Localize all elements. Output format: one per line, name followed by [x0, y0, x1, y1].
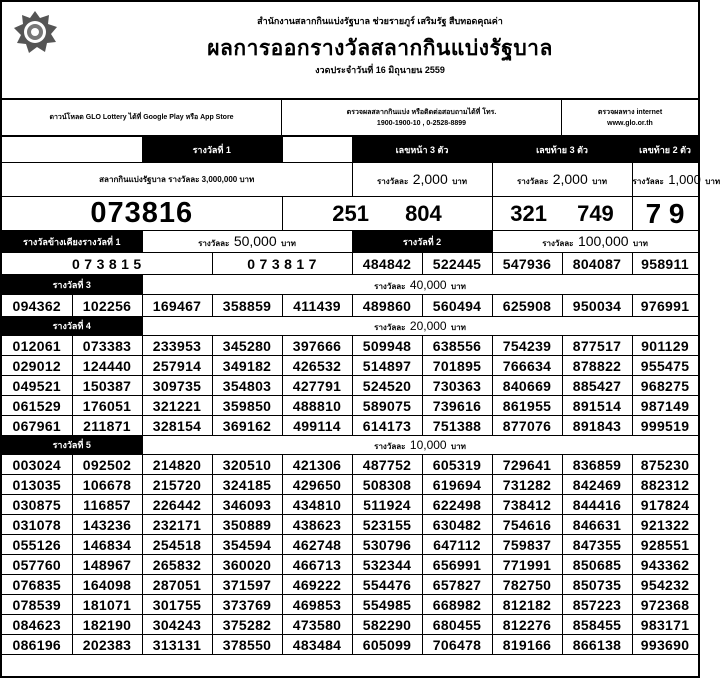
- fifth-prize-number: 146834: [72, 535, 142, 555]
- fourth-prize-number: 349182: [212, 356, 282, 376]
- fifth-prize-number: 202383: [72, 635, 142, 655]
- fifth-prize-number: 836859: [562, 455, 632, 475]
- near-first-number: 0 7 3 8 1 5: [2, 253, 212, 275]
- near-first-amount: [142, 231, 352, 253]
- fourth-prize-number: 614173: [352, 416, 422, 436]
- fifth-prize-number: 511924: [352, 495, 422, 515]
- fourth-prize-number: 150387: [72, 376, 142, 396]
- fifth-prize-number: 532344: [352, 555, 422, 575]
- fifth-prize-number: 523155: [352, 515, 422, 535]
- fourth-prize-number: 345280: [212, 336, 282, 356]
- fifth-prize-number: 657827: [422, 575, 492, 595]
- fourth-prize-number: 328154: [142, 416, 212, 436]
- fifth-prize-number: 378550: [212, 635, 282, 655]
- fourth-prize-number: 987149: [632, 396, 698, 416]
- fifth-prize-number: 729641: [492, 455, 562, 475]
- fifth-prize-number: 731282: [492, 475, 562, 495]
- phone-label: ตรวจผลสลากกินแบ่ง หรือติดต่อสอบถามได้ที่ โทร.: [346, 108, 497, 116]
- spacer: [282, 137, 352, 163]
- fourth-prize-number: 061529: [2, 396, 72, 416]
- front3-unit: บาท: [452, 176, 468, 186]
- fifth-prize-number: 462748: [282, 535, 352, 555]
- third-prize-number: 102256: [72, 295, 142, 317]
- fourth-amount-value: 20,000: [409, 319, 447, 333]
- fifth-prize-number: 605099: [352, 635, 422, 655]
- web-label: ตรวจผลทาง internet: [597, 108, 663, 116]
- fifth-prize-number: 771991: [492, 555, 562, 575]
- fifth-prize-number: 226442: [142, 495, 212, 515]
- fifth-prize-row: [2, 515, 698, 535]
- fifth-prize-number: 215720: [142, 475, 212, 495]
- phone-number: 1900-1900-10 , 0-2528-8899: [376, 119, 467, 127]
- fifth-prize-number: 554985: [352, 595, 422, 615]
- front3-amount: [352, 163, 492, 197]
- fifth-prize-number: 954232: [632, 575, 698, 595]
- fifth-prize-number: 972368: [632, 595, 698, 615]
- fifth-prize-number: 320510: [212, 455, 282, 475]
- fifth-prize-number: 921322: [632, 515, 698, 535]
- fifth-prize-number: 819166: [492, 635, 562, 655]
- fourth-prize-number: 359850: [212, 396, 282, 416]
- fourth-prize-number: 968275: [632, 376, 698, 396]
- download-text: ดาวน์โหลด GLO Lottery ได้ที่ Google Play หรือ App Store: [49, 114, 234, 121]
- third-prize-number: 358859: [212, 295, 282, 317]
- fourth-prize-number: 124440: [72, 356, 142, 376]
- fifth-prize-number: 313131: [142, 635, 212, 655]
- fifth-prize-number: 508308: [352, 475, 422, 495]
- fifth-prize-number: 116857: [72, 495, 142, 515]
- fourth-prize-number: 073383: [72, 336, 142, 356]
- web-info: [562, 100, 698, 135]
- last2-number: 7 9: [632, 197, 698, 231]
- near-first-amount-value: 50,000: [233, 232, 277, 249]
- fourth-prize-number: 369162: [212, 416, 282, 436]
- last2-amount-value: 1,000: [668, 171, 701, 187]
- fifth-prize-number: 421306: [282, 455, 352, 475]
- fifth-prize-label: รางวัลที่ 5: [2, 436, 142, 455]
- near-first-label: รางวัลข้างเคียงรางวัลที่ 1: [2, 231, 142, 253]
- second-prize-number: 522445: [422, 253, 492, 275]
- fifth-prize-number: 473580: [282, 615, 352, 635]
- fifth-prize-number: 850685: [562, 555, 632, 575]
- fourth-prize-number: 354803: [212, 376, 282, 396]
- fifth-prize-number: 530796: [352, 535, 422, 555]
- fourth-per: รางวัลละ: [374, 323, 406, 332]
- last2-amount: [632, 163, 720, 197]
- fifth-prize-number: 078539: [2, 595, 72, 615]
- fifth-prize-number: 738412: [492, 495, 562, 515]
- fourth-prize-number: 211871: [72, 416, 142, 436]
- fourth-prize-row: [2, 416, 698, 436]
- fifth-prize-number: 232171: [142, 515, 212, 535]
- info-row: [2, 100, 698, 136]
- third-prize-label: รางวัลที่ 3: [2, 275, 142, 295]
- fifth-prize-number: 993690: [632, 635, 698, 655]
- prize-table: [2, 136, 720, 655]
- third-prize-number: 094362: [2, 295, 72, 317]
- fifth-prize-number: 287051: [142, 575, 212, 595]
- fourth-prize-number: 524520: [352, 376, 422, 396]
- second-prize-number: 484842: [352, 253, 422, 275]
- second-prize-number: 804087: [562, 253, 632, 275]
- front3-number: 251: [332, 200, 369, 226]
- second-prize-amount: [492, 231, 698, 253]
- fourth-prize-number: 049521: [2, 376, 72, 396]
- fifth-prize-row: [2, 575, 698, 595]
- fourth-prize-number: 309735: [142, 376, 212, 396]
- fifth-per: รางวัลละ: [374, 442, 406, 451]
- fifth-prize-number: 582290: [352, 615, 422, 635]
- draw-date: งวดประจำวันที่ 16 มิถุนายน 2559: [315, 65, 445, 75]
- fourth-prize-row: [2, 376, 698, 396]
- fifth-prize-row: [2, 555, 698, 575]
- fifth-prize-number: 092502: [72, 455, 142, 475]
- last3-unit: บาท: [592, 176, 608, 186]
- last2-per: รางวัลละ: [632, 176, 664, 186]
- last3-number: 749: [577, 200, 614, 226]
- fifth-prize-number: 842469: [562, 475, 632, 495]
- fourth-prize-number: 509948: [352, 336, 422, 356]
- fourth-prize-row: [2, 336, 698, 356]
- fifth-prize-number: 265832: [142, 555, 212, 575]
- fifth-prize-number: 928551: [632, 535, 698, 555]
- fifth-prize-number: 254518: [142, 535, 212, 555]
- fifth-prize-number: 438623: [282, 515, 352, 535]
- fifth-prize-number: 106678: [72, 475, 142, 495]
- fifth-prize-number: 182190: [72, 615, 142, 635]
- fourth-unit: บาท: [451, 323, 466, 332]
- sheet-header: [2, 2, 698, 100]
- fourth-prize-row: [2, 396, 698, 416]
- fifth-prize-row: [2, 475, 698, 495]
- fourth-prize-number: 877076: [492, 416, 562, 436]
- fifth-prize-number: 754616: [492, 515, 562, 535]
- fourth-prize-number: 751388: [422, 416, 492, 436]
- fifth-prize-number: 554476: [352, 575, 422, 595]
- last3-number: 321: [510, 200, 547, 226]
- first-prize-number: 073816: [2, 197, 282, 231]
- fifth-prize-number: 301755: [142, 595, 212, 615]
- page-title: ผลการออกรางวัลสลากกินแบ่งรัฐบาล: [207, 37, 553, 60]
- fifth-prize-number: 483484: [282, 635, 352, 655]
- spacer: [2, 137, 142, 163]
- fifth-prize-number: 373769: [212, 595, 282, 615]
- fourth-prize-label: รางวัลที่ 4: [2, 317, 142, 336]
- fifth-prize-number: 882312: [632, 475, 698, 495]
- fifth-prize-number: 605319: [422, 455, 492, 475]
- third-prize-number: 950034: [562, 295, 632, 317]
- fourth-prize-number: 701895: [422, 356, 492, 376]
- front3-number: 804: [405, 200, 442, 226]
- last3-per: รางวัลละ: [516, 176, 549, 186]
- fifth-prize-number: 917824: [632, 495, 698, 515]
- fifth-prize-number: 647112: [422, 535, 492, 555]
- fourth-prize-number: 427791: [282, 376, 352, 396]
- last2-unit: บาท: [705, 176, 720, 186]
- near-first-per: รางวัลละ: [198, 238, 230, 248]
- fifth-prize-row: [2, 455, 698, 475]
- near-first-number: 0 7 3 8 1 7: [212, 253, 352, 275]
- fifth-prize-amount: [142, 436, 698, 455]
- fourth-prize-number: 891514: [562, 396, 632, 416]
- fourth-prize-number: 426532: [282, 356, 352, 376]
- fourth-prize-number: 901129: [632, 336, 698, 356]
- fifth-prize-number: 031078: [2, 515, 72, 535]
- download-info: [2, 100, 282, 135]
- fourth-prize-row: [2, 356, 698, 376]
- fourth-prize-number: 999519: [632, 416, 698, 436]
- fifth-prize-number: 487752: [352, 455, 422, 475]
- front3-numbers: [282, 197, 492, 231]
- front3-label: เลขหน้า 3 ตัว: [352, 137, 492, 163]
- fourth-prize-number: 754239: [492, 336, 562, 356]
- third-prize-number: 169467: [142, 295, 212, 317]
- fifth-prize-number: 847355: [562, 535, 632, 555]
- fifth-prize-number: 656991: [422, 555, 492, 575]
- fifth-prize-number: 013035: [2, 475, 72, 495]
- fifth-prize-number: 812276: [492, 615, 562, 635]
- fifth-prize-number: 857223: [562, 595, 632, 615]
- fourth-prize-number: 067961: [2, 416, 72, 436]
- fifth-prize-number: 466713: [282, 555, 352, 575]
- fifth-prize-number: 076835: [2, 575, 72, 595]
- fifth-prize-number: 759837: [492, 535, 562, 555]
- fourth-prize-number: 891843: [562, 416, 632, 436]
- fifth-prize-number: 030875: [2, 495, 72, 515]
- last2-label: เลขท้าย 2 ตัว: [632, 137, 698, 163]
- fourth-prize-rows: [2, 336, 698, 436]
- fifth-prize-number: 706478: [422, 635, 492, 655]
- fifth-prize-number: 164098: [72, 575, 142, 595]
- fifth-amount-value: 10,000: [409, 438, 447, 452]
- third-amount-value: 40,000: [409, 277, 447, 292]
- front3-per: รางวัลละ: [376, 176, 409, 186]
- last3-amount-value: 2,000: [552, 170, 588, 187]
- fourth-prize-number: 861955: [492, 396, 562, 416]
- fifth-prize-number: 429650: [282, 475, 352, 495]
- fifth-prize-number: 375282: [212, 615, 282, 635]
- near-first-unit: บาท: [281, 238, 296, 248]
- fifth-unit: บาท: [451, 442, 466, 451]
- fourth-prize-number: 840669: [492, 376, 562, 396]
- fifth-prize-number: 143236: [72, 515, 142, 535]
- fifth-prize-number: 055126: [2, 535, 72, 555]
- fifth-prize-number: 782750: [492, 575, 562, 595]
- fifth-prize-row: [2, 595, 698, 615]
- fifth-prize-number: 812182: [492, 595, 562, 615]
- fifth-prize-number: 003024: [2, 455, 72, 475]
- third-prize-row: [2, 295, 698, 317]
- fifth-prize-number: 304243: [142, 615, 212, 635]
- front3-amount-value: 2,000: [412, 170, 448, 187]
- fifth-prize-rows: [2, 455, 698, 655]
- first-prize-amount: สลากกินแบ่งรัฐบาล รางวัลละ 3,000,000 บาท: [2, 163, 352, 197]
- fifth-prize-row: [2, 635, 698, 655]
- last3-numbers: [492, 197, 632, 231]
- fifth-prize-number: 346093: [212, 495, 282, 515]
- phone-info: [282, 100, 562, 135]
- fifth-prize-number: 844416: [562, 495, 632, 515]
- third-prize-number: 411439: [282, 295, 352, 317]
- web-address[interactable]: www.glo.or.th: [607, 119, 653, 127]
- fifth-prize-number: 214820: [142, 455, 212, 475]
- fourth-prize-number: 029012: [2, 356, 72, 376]
- fifth-prize-number: 680455: [422, 615, 492, 635]
- fourth-prize-number: 233953: [142, 336, 212, 356]
- fourth-prize-number: 321221: [142, 396, 212, 416]
- fourth-prize-number: 878822: [562, 356, 632, 376]
- fourth-prize-number: 499114: [282, 416, 352, 436]
- fifth-prize-number: 181071: [72, 595, 142, 615]
- fifth-prize-number: 148967: [72, 555, 142, 575]
- fourth-prize-number: 488810: [282, 396, 352, 416]
- second-per: รางวัลละ: [542, 238, 574, 248]
- fourth-prize-number: 877517: [562, 336, 632, 356]
- fourth-prize-number: 766634: [492, 356, 562, 376]
- last3-label: เลขท้าย 3 ตัว: [492, 137, 632, 163]
- first-prize-label: รางวัลที่ 1: [142, 137, 282, 163]
- third-prize-number: 976991: [632, 295, 698, 317]
- fifth-prize-number: 866138: [562, 635, 632, 655]
- third-per: รางวัลละ: [374, 281, 406, 291]
- fifth-prize-number: 084623: [2, 615, 72, 635]
- fifth-prize-number: 469222: [282, 575, 352, 595]
- third-prize-number: 560494: [422, 295, 492, 317]
- fifth-prize-number: 846631: [562, 515, 632, 535]
- fifth-prize-number: 983171: [632, 615, 698, 635]
- second-prize-number: 547936: [492, 253, 562, 275]
- second-amount-value: 100,000: [577, 232, 629, 249]
- fourth-prize-number: 638556: [422, 336, 492, 356]
- fifth-prize-number: 350889: [212, 515, 282, 535]
- fourth-prize-number: 730363: [422, 376, 492, 396]
- fifth-prize-number: 086196: [2, 635, 72, 655]
- glo-emblem-icon: [12, 10, 58, 54]
- fifth-prize-number: 354594: [212, 535, 282, 555]
- third-prize-number: 625908: [492, 295, 562, 317]
- fifth-prize-number: 360020: [212, 555, 282, 575]
- fourth-prize-number: 012061: [2, 336, 72, 356]
- third-prize-amount: [142, 275, 698, 295]
- fourth-prize-number: 739616: [422, 396, 492, 416]
- fifth-prize-number: 668982: [422, 595, 492, 615]
- fifth-prize-number: 858455: [562, 615, 632, 635]
- fifth-prize-row: [2, 615, 698, 635]
- fourth-prize-number: 955475: [632, 356, 698, 376]
- fifth-prize-number: 875230: [632, 455, 698, 475]
- second-unit: บาท: [633, 238, 648, 248]
- fifth-prize-number: 943362: [632, 555, 698, 575]
- fourth-prize-amount: [142, 317, 698, 336]
- fifth-prize-number: 371597: [212, 575, 282, 595]
- agency-name: สำนักงานสลากกินแบ่งรัฐบาล ช่วยรายภูร์ เสริมรัฐ สืบทอดคุณค่า: [257, 16, 503, 26]
- fourth-prize-number: 397666: [282, 336, 352, 356]
- fifth-prize-number: 469853: [282, 595, 352, 615]
- third-prize-number: 489860: [352, 295, 422, 317]
- fourth-prize-number: 514897: [352, 356, 422, 376]
- fifth-prize-row: [2, 535, 698, 555]
- fifth-prize-number: 850735: [562, 575, 632, 595]
- third-unit: บาท: [451, 281, 466, 291]
- last3-amount: [492, 163, 632, 197]
- fifth-prize-row: [2, 495, 698, 515]
- fifth-prize-number: 622498: [422, 495, 492, 515]
- fifth-prize-number: 630482: [422, 515, 492, 535]
- fourth-prize-number: 257914: [142, 356, 212, 376]
- fifth-prize-number: 057760: [2, 555, 72, 575]
- fifth-prize-number: 434810: [282, 495, 352, 515]
- fourth-prize-number: 176051: [72, 396, 142, 416]
- fifth-prize-number: 619694: [422, 475, 492, 495]
- fourth-prize-number: 885427: [562, 376, 632, 396]
- second-prize-label: รางวัลที่ 2: [352, 231, 492, 253]
- fifth-prize-number: 324185: [212, 475, 282, 495]
- fourth-prize-number: 589075: [352, 396, 422, 416]
- second-prize-number: 958911: [632, 253, 698, 275]
